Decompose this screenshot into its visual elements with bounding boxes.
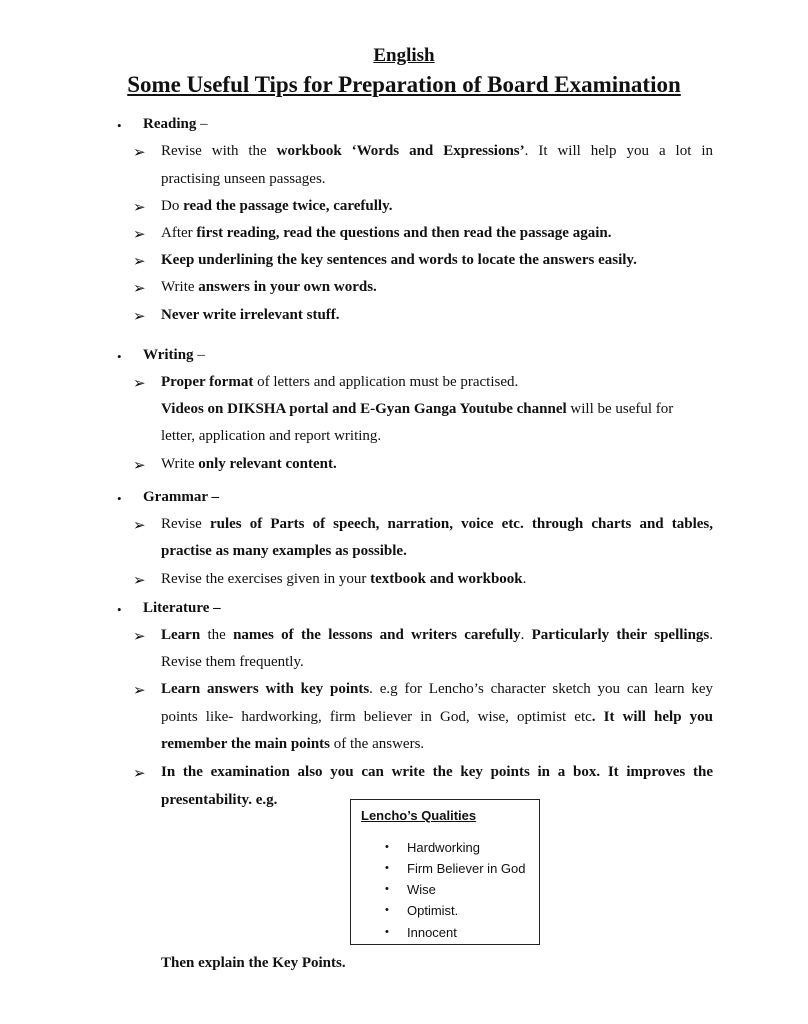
list-bullet: • [385, 841, 389, 853]
literature-tip-2-end: remember the main points of the answers. [161, 736, 425, 752]
arrow-bullet-icon: ➢ [133, 629, 146, 645]
literature-tip-2: Learn answers with key points. e.g for Lencho’s character sketch you can learn key [161, 681, 713, 697]
arrow-bullet-icon: ➢ [133, 254, 146, 270]
page-title: Some Useful Tips for Preparation of Board Examination [127, 72, 681, 97]
arrow-bullet-icon: ➢ [133, 281, 146, 297]
arrow-bullet-icon: ➢ [133, 766, 146, 782]
grammar-tip-2: Revise the exercises given in your textbook and workbook. [161, 571, 527, 587]
arrow-bullet-icon: ➢ [133, 145, 146, 161]
literature-tip-1-cont: Revise them frequently. [161, 654, 304, 670]
reading-tip-6: Never write irrelevant stuff. [161, 307, 340, 323]
section-grammar-heading: Grammar – [143, 489, 219, 505]
section-bullet: • [117, 602, 122, 617]
reading-tip-5: Write answers in your own words. [161, 279, 377, 295]
closing-line: Then explain the Key Points. [161, 955, 346, 971]
subject-heading: English [373, 45, 435, 66]
section-reading-heading: Reading – [143, 116, 208, 132]
list-bullet: • [385, 904, 389, 916]
writing-tip-2: Write only relevant content. [161, 456, 337, 472]
section-literature-heading: Literature – [143, 600, 221, 616]
list-bullet: • [385, 862, 389, 874]
qualities-box-title: Lencho’s Qualities [361, 808, 477, 823]
arrow-bullet-icon: ➢ [133, 683, 146, 699]
list-item: Innocent [407, 925, 457, 940]
section-bullet: • [117, 118, 122, 133]
grammar-tip-1: Revise rules of Parts of speech, narration, voice etc. through charts and tables, [161, 516, 713, 532]
list-item: Optimist. [407, 903, 459, 918]
reading-tip-3: After first reading, read the questions and then read the passage again. [161, 225, 612, 241]
writing-tip-1-videos: Videos on DIKSHA portal and E-Gyan Ganga Youtube channel will be useful for [161, 401, 674, 417]
list-item: Firm Believer in God [407, 861, 526, 876]
reading-tip-4: Keep underlining the key sentences and words to locate the answers easily. [161, 252, 637, 268]
reading-tip-1: Revise with the workbook ‘Words and Expressions’. It will help you a lot in [161, 143, 714, 159]
arrow-bullet-icon: ➢ [133, 458, 146, 474]
section-bullet: • [117, 349, 122, 364]
reading-tip-1-cont: practising unseen passages. [161, 171, 326, 187]
qualities-box [350, 799, 540, 945]
arrow-bullet-icon: ➢ [133, 227, 146, 243]
arrow-bullet-icon: ➢ [133, 573, 146, 589]
reading-tip-2: Do read the passage twice, carefully. [161, 198, 393, 214]
grammar-tip-1-cont: practise as many examples as possible. [161, 543, 407, 559]
list-item: Wise [407, 882, 436, 897]
arrow-bullet-icon: ➢ [133, 200, 146, 216]
writing-tip-1: Proper format of letters and application must be practised. [161, 374, 519, 390]
section-bullet: • [117, 491, 122, 506]
literature-tip-3-cont: presentability. e.g. [161, 792, 278, 808]
arrow-bullet-icon: ➢ [133, 518, 146, 534]
section-writing-heading: Writing – [143, 347, 205, 363]
arrow-bullet-icon: ➢ [133, 309, 146, 325]
literature-tip-1: Learn the names of the lessons and writers carefully. Particularly their spellings. [161, 627, 713, 643]
literature-tip-3: In the examination also you can write the key points in a box. It improves the [161, 764, 713, 780]
list-item: Hardworking [407, 840, 480, 855]
arrow-bullet-icon: ➢ [133, 376, 146, 392]
literature-tip-2-cont: points like- hardworking, firm believer in God, wise, optimist etc. It will help you [161, 709, 713, 725]
list-bullet: • [385, 883, 389, 895]
list-bullet: • [385, 926, 389, 938]
writing-tip-1-cont: letter, application and report writing. [161, 428, 382, 444]
